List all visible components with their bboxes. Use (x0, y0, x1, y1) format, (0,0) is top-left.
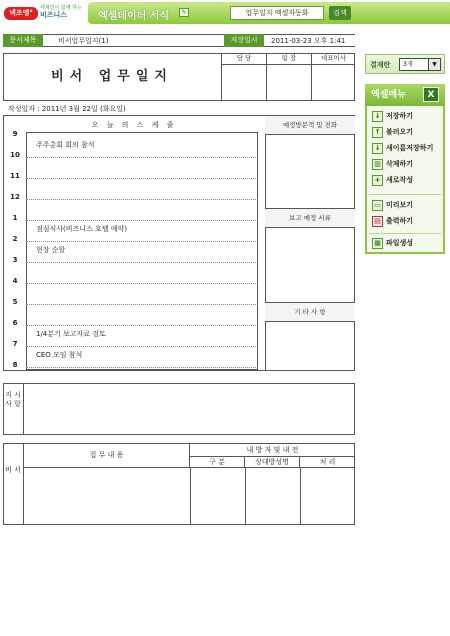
preview-label: 미리보기 (386, 201, 414, 209)
hour-line (26, 262, 258, 263)
hour-line (26, 157, 258, 158)
instructions-label: 지 시 사 항 (3, 383, 24, 435)
hour-line (26, 178, 258, 179)
approval-staff[interactable] (221, 53, 266, 101)
excel-icon: X (423, 87, 439, 102)
edit-icon: ✎ (179, 8, 189, 17)
hour-label: 9 (12, 130, 18, 138)
chevron-down-icon: ▼ (428, 59, 440, 70)
schedule-side-column (265, 115, 355, 371)
column-divider (245, 468, 246, 525)
hour-label: 1 (12, 214, 18, 222)
save-as-label: 새이름저장하기 (386, 144, 434, 152)
approval-count-label: 결재란 (370, 61, 391, 69)
print-button[interactable] (372, 215, 442, 228)
approval-ceo-label: 대표이사 (312, 53, 355, 65)
hour-line (26, 241, 258, 242)
hour-line (26, 346, 258, 347)
hour-line (26, 325, 258, 326)
schedule-entry[interactable]: 주주총회 회의 참석 (36, 141, 95, 149)
preview-icon: ▭ (372, 200, 383, 211)
saved-at-value: 2011-03-23 오후 1:41 (271, 37, 346, 45)
write-date: 작성일자 : 2011년 3월 22일 (화요일) (8, 105, 126, 113)
action-subheader: 처 리 (300, 457, 355, 468)
excel-menu-title: 엑셀메뉴 (371, 90, 406, 100)
visitors-header: 예정방문객 및 전화 (265, 115, 355, 135)
visitor-column-header: 내 방 자 및 내 전 (190, 443, 355, 457)
hour-label: 5 (12, 298, 18, 306)
new-button[interactable] (372, 174, 442, 187)
secretary-label: 비 서 (3, 443, 24, 525)
hour-line (26, 367, 258, 368)
app-title: 엑셀데이터 서식 (98, 11, 170, 22)
preview-button[interactable] (372, 199, 442, 212)
load-icon: ↑ (372, 127, 383, 138)
hour-label: 4 (12, 277, 18, 285)
excel-menu-header (365, 84, 445, 106)
hour-label: 2 (12, 235, 18, 243)
column-divider (300, 468, 301, 525)
hour-label: 12 (10, 193, 20, 201)
hour-line (26, 199, 258, 200)
task-column-header: 집 무 내 용 (24, 443, 190, 468)
load-label: 불러오기 (386, 128, 414, 136)
schedule-entry[interactable]: CEO 모임 참석 (36, 351, 83, 359)
saved-at-label: 저장일시 (224, 34, 264, 47)
save-label: 저장하기 (386, 112, 414, 120)
hour-label: 6 (12, 319, 18, 327)
instructions-box[interactable] (3, 383, 355, 435)
brand-logo[interactable]: 넥조엠° (4, 7, 38, 20)
delete-label: 삭제하기 (386, 160, 414, 168)
approval-staff-label: 담 당 (222, 53, 266, 65)
misc-header: 기 타 사 항 (265, 302, 355, 322)
schedule-entry[interactable]: 현장 순할 (36, 246, 66, 254)
approval-count-select[interactable] (399, 58, 441, 71)
column-divider (190, 468, 191, 525)
create-file-button[interactable] (372, 237, 442, 250)
page-title: 비서 업무일지 (51, 69, 173, 84)
biz-logo (40, 5, 86, 21)
doc-title-label: 문서제목 (3, 34, 43, 47)
name-subheader: 상대방성명 (245, 457, 300, 468)
biz-logo-text: 비즈니스 (40, 11, 68, 19)
save-icon: ↓ (372, 111, 383, 122)
print-icon: ▤ (372, 216, 383, 227)
load-button[interactable] (372, 126, 442, 139)
delete-button[interactable] (372, 158, 442, 171)
hour-line (26, 283, 258, 284)
search-input[interactable]: 업무일지 엑셀자동화 (230, 6, 324, 20)
schedule-entry[interactable]: 1/4분기 보고자료 검토 (36, 330, 106, 338)
trash-icon: ▥ (372, 159, 383, 170)
save-as-button[interactable] (372, 142, 442, 155)
reports-header: 보고 예정 서류 (265, 208, 355, 228)
hour-line (26, 304, 258, 305)
save-button[interactable] (372, 110, 442, 123)
approval-manager[interactable] (266, 53, 311, 101)
new-label: 새로작성 (386, 176, 414, 184)
hour-line (26, 220, 258, 221)
type-subheader: 구 분 (190, 457, 245, 468)
menu-divider (369, 194, 441, 195)
schedule-entry[interactable]: 점심식사(비즈니스 호텔 예약) (36, 225, 128, 233)
approval-manager-label: 팀 장 (267, 53, 311, 65)
hour-label: 7 (12, 340, 18, 348)
menu-divider (369, 233, 441, 234)
doc-title-value: 비서업무일지(1) (58, 37, 109, 45)
file-icon: ▦ (372, 238, 383, 249)
approval-count-box (365, 54, 445, 74)
approval-ceo[interactable] (311, 53, 355, 101)
new-doc-icon: + (372, 175, 383, 186)
save-as-icon: ↓ (372, 143, 383, 154)
print-label: 출력하기 (386, 217, 414, 225)
hour-label: 3 (12, 256, 18, 264)
hour-label: 11 (10, 172, 20, 180)
hour-label: 10 (10, 151, 20, 159)
schedule-header: 오 늘 의 스 케 줄 (91, 121, 177, 129)
hour-label: 8 (12, 361, 18, 369)
create-file-label: 파일생성 (386, 239, 414, 247)
search-button[interactable]: 검색 (329, 6, 351, 20)
biz-logo-tagline: 세계인이 함께 하는 (40, 5, 82, 11)
approval-count-value: 3개 (403, 61, 413, 68)
